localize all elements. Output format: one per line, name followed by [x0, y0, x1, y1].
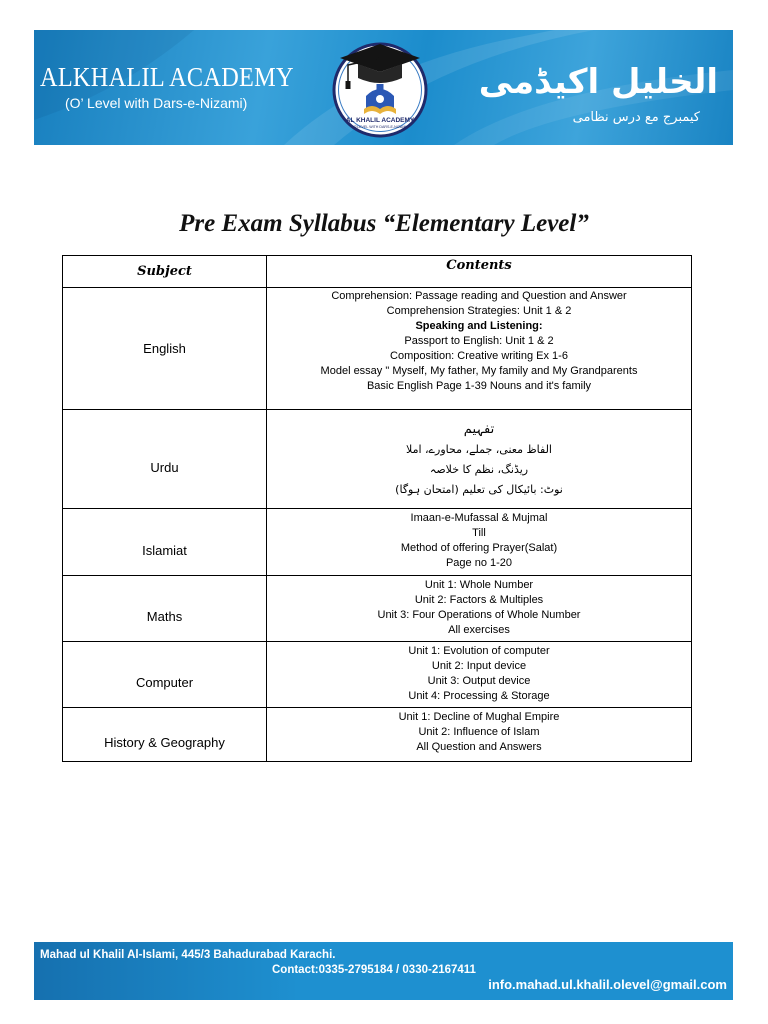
- content-line: Composition: Creative writing Ex 1-6: [390, 350, 568, 362]
- footer-address: Mahad ul Khalil Al-Islami, 445/3 Bahadurabad Karachi.: [40, 949, 336, 961]
- subject-label: Urdu: [150, 459, 179, 475]
- content-line: ریڈنگ، نظم کا خلاصہ: [429, 463, 529, 476]
- footer-email: info.mahad.ul.khalil.olevel@gmail.com: [488, 977, 727, 992]
- content-line: Imaan-e-Mufassal & Mujmal: [410, 512, 548, 524]
- table-header-row: [63, 256, 692, 288]
- academy-name-urdu: الخلیل اکیڈمی: [478, 62, 718, 102]
- subject-cell: [63, 642, 267, 707]
- content-line: All exercises: [448, 624, 510, 636]
- table-row-islamiat: [63, 509, 692, 576]
- table-row-history-geography: [63, 708, 692, 762]
- content-line: Method of offering Prayer(Salat): [400, 542, 558, 554]
- subject-label: Islamiat: [142, 542, 187, 558]
- content-line: Passport to English: Unit 1 & 2: [404, 335, 554, 347]
- academy-name: ALKHALIL ACADEMY: [40, 62, 294, 92]
- contents-cell: [267, 288, 692, 409]
- logo-text-line2: O'LEVEL WITH DARS-E-NIZAMI: [353, 125, 407, 129]
- table-row-maths: [63, 576, 692, 642]
- subject-label: English: [143, 341, 186, 356]
- academy-logo: [330, 38, 430, 138]
- syllabus-table: [62, 255, 692, 762]
- content-line: Unit 3: Output device: [427, 675, 531, 687]
- subject-cell: [63, 410, 267, 508]
- subject-cell: [63, 708, 267, 761]
- page-title: Pre Exam Syllabus “Elementary Level”: [179, 210, 589, 237]
- subject-cell: [63, 576, 267, 641]
- contents-cell: [267, 509, 692, 575]
- content-line: Unit 2: Influence of Islam: [418, 726, 540, 738]
- content-line: Unit 1: Evolution of computer: [408, 645, 550, 657]
- content-line: Page no 1-20: [445, 557, 513, 569]
- content-line: All Question and Answers: [416, 741, 542, 753]
- academy-tagline: (O’ Level with Dars-e-Nizami): [65, 95, 248, 111]
- table-row-computer: [63, 642, 692, 708]
- content-line: Comprehension Strategies: Unit 1 & 2: [386, 305, 572, 317]
- content-line: نوٹ: بائیکال کی تعلیم (امتحان ہوگا): [395, 483, 563, 496]
- table-row-urdu: [63, 410, 692, 509]
- content-line: Unit 3: Four Operations of Whole Number: [377, 609, 581, 621]
- academy-tagline-urdu: کیمبرج مع درس نظامی: [572, 110, 700, 125]
- subject-label: Computer: [135, 675, 194, 690]
- subject-cell: [63, 509, 267, 575]
- content-line: Unit 1: Whole Number: [424, 579, 534, 591]
- content-line-heading: تفہیم: [463, 422, 495, 437]
- footer-contact: Contact:0335-2795184 / 0330-2167411: [272, 964, 476, 976]
- content-line: Comprehension: Passage reading and Question and Answer: [331, 290, 627, 302]
- content-line: Basic English Page 1-39 Nouns and it's family: [366, 380, 592, 392]
- content-line: Unit 2: Factors & Multiples: [414, 594, 544, 606]
- logo-text-line1: AL KHALIL ACADEMY: [345, 117, 415, 124]
- table-row-english: [63, 288, 692, 410]
- content-line: Till: [472, 527, 486, 539]
- content-line: Unit 2: Input device: [431, 660, 527, 672]
- content-line: Model essay " Myself, My father, My family and My Grandparents: [320, 365, 638, 377]
- contents-cell: [267, 708, 692, 761]
- content-line: Unit 4: Processing & Storage: [408, 690, 550, 702]
- contents-cell: [267, 642, 692, 707]
- content-line: Unit 1: Decline of Mughal Empire: [398, 711, 560, 723]
- subject-cell: [63, 288, 267, 409]
- column-header-contents: Contents: [267, 256, 692, 287]
- contents-cell: [267, 576, 692, 641]
- content-line-bold: Speaking and Listening:: [415, 320, 543, 332]
- contents-cell: [267, 410, 692, 508]
- column-header-subject: Subject: [63, 256, 267, 287]
- subject-label: Maths: [146, 609, 183, 624]
- subject-label: History & Geography: [104, 735, 225, 750]
- content-line: الفاظ معنی، جملے، محاورے، املا: [406, 443, 552, 456]
- footer-banner: [34, 942, 733, 1000]
